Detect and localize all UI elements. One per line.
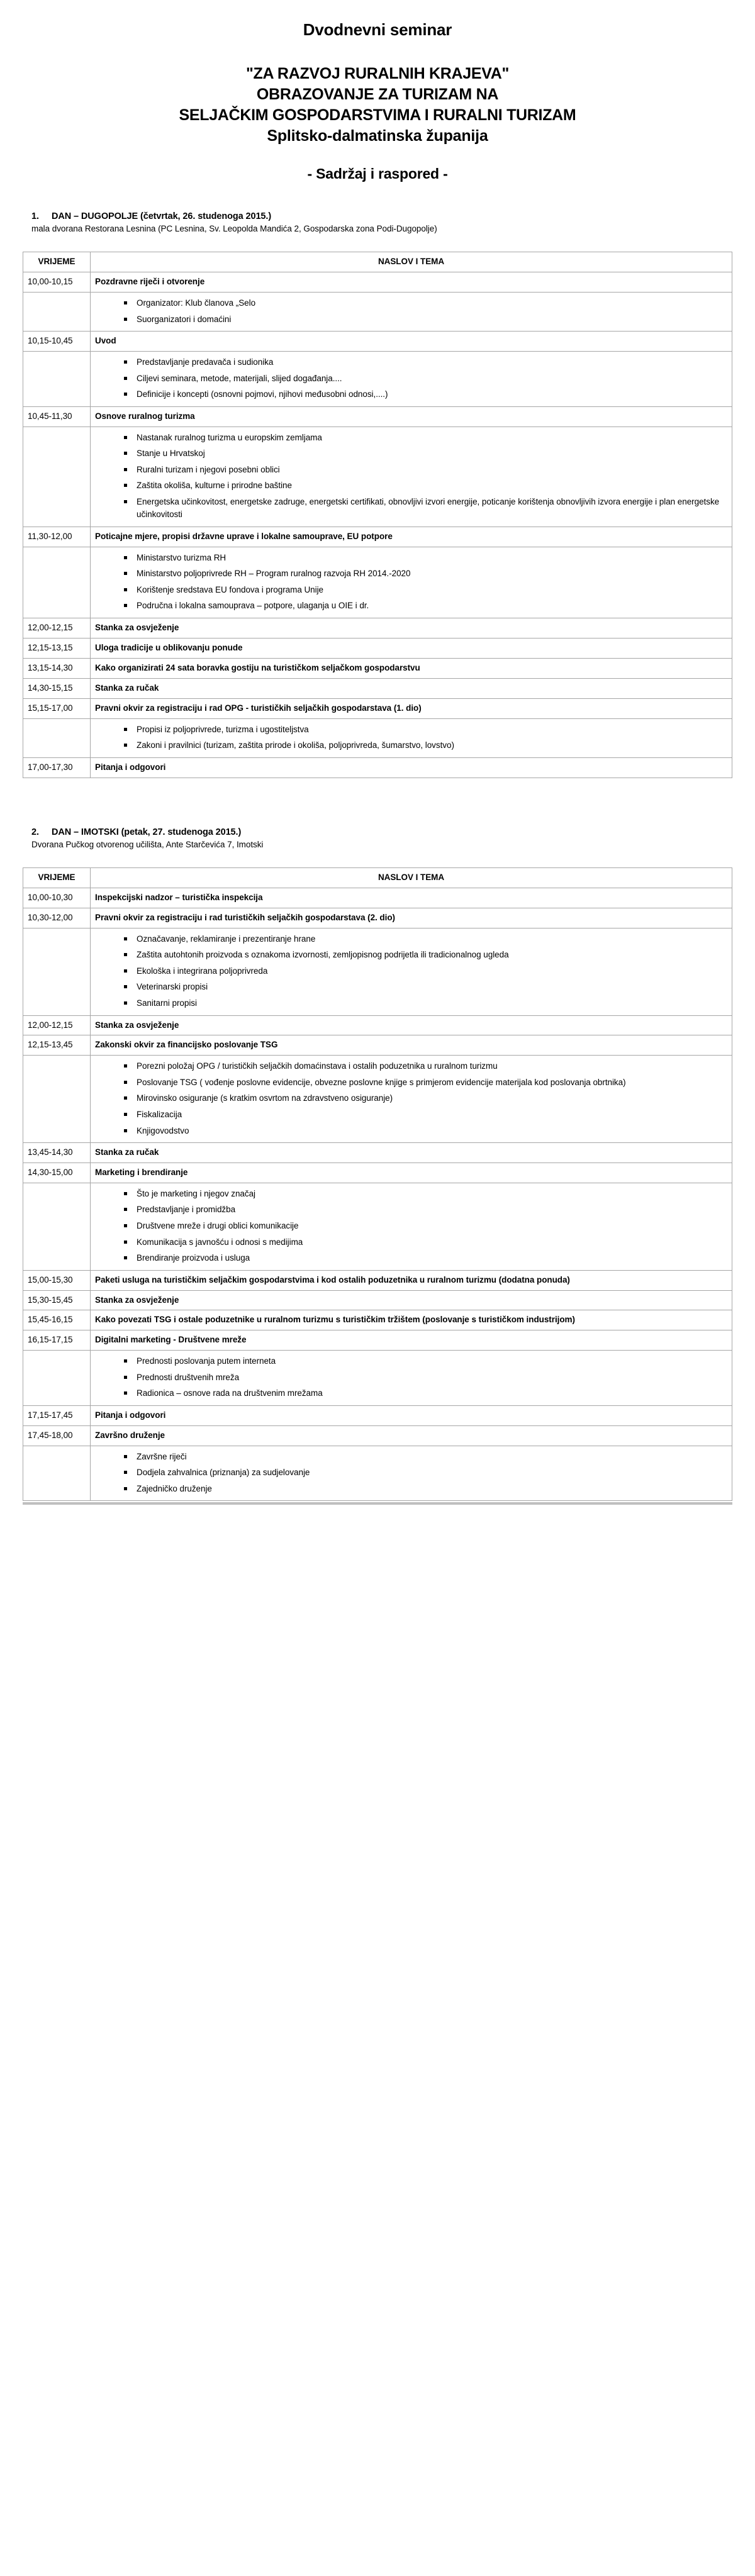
cell-topic: Paketi usluga na turističkim seljačkim gospodarstvima i kod ostalih poduzetnika u ruralnom turizmu (dodatna ponuda) [91, 1270, 732, 1290]
cell-time: 10,15-10,45 [23, 332, 91, 352]
cell-bullet-list [91, 1183, 732, 1270]
bullet-item: Predstavljanje i promidžba [124, 1203, 727, 1217]
table-row [23, 618, 732, 638]
cell-bullet-list [91, 1351, 732, 1406]
cell-time-empty [23, 1183, 91, 1270]
cell-bullet-list [91, 928, 732, 1015]
table-header-row [23, 252, 732, 272]
seminar-title-quoted: "ZA RAZVOJ RURALNIH KRAJEVA" [245, 65, 510, 83]
bullet-item: Zaštita okoliša, kulturne i prirodne baštine [124, 479, 727, 493]
table-row [23, 293, 732, 332]
cell-time: 12,00-12,15 [23, 1015, 91, 1035]
cell-time: 12,00-12,15 [23, 618, 91, 638]
bullet-list [95, 933, 727, 1010]
day-heading [23, 827, 732, 837]
table-row [23, 638, 732, 658]
bullet-item: Radionica – osnove rada na društvenim mrežama [124, 1387, 727, 1400]
bullet-list [95, 1060, 727, 1137]
table-row [23, 1351, 732, 1406]
table-row [23, 547, 732, 618]
cell-time: 10,00-10,15 [23, 272, 91, 293]
table-row [23, 1425, 732, 1446]
bullet-item: Prednosti društvenih mreža [124, 1371, 727, 1385]
cell-topic: Pravni okvir za registraciju i rad turističkih seljačkih gospodarstava (2. dio) [91, 908, 732, 928]
table-row [23, 1183, 732, 1270]
bullet-item: Suorganizatori i domaćini [124, 313, 727, 326]
bullet-item: Stanje u Hrvatskoj [124, 447, 727, 460]
bullet-item: Komunikacija s javnošću i odnosi s medijima [124, 1236, 727, 1249]
table-row [23, 908, 732, 928]
cell-topic: Završno druženje [91, 1425, 732, 1446]
day-heading [23, 211, 732, 221]
cell-topic: Stanka za osvježenje [91, 1290, 732, 1310]
cell-time-empty [23, 427, 91, 527]
cell-time: 13,45-14,30 [23, 1143, 91, 1163]
cell-topic: Stanka za ručak [91, 678, 732, 698]
bullet-list [95, 297, 727, 326]
bullet-item: Energetska učinkovitost, energetske zadruge, energetski certifikati, obnovljivi izvori energije, poticanje korištenja obnovljivih izvora energije i plan energetske učinkovitosti [124, 496, 727, 521]
cell-topic: Pitanja i odgovori [91, 757, 732, 778]
cell-topic: Pozdravne riječi i otvorenje [91, 272, 732, 293]
table-row [23, 352, 732, 407]
bullet-item: Dodjela zahvalnica (priznanja) za sudjelovanje [124, 1466, 727, 1480]
cell-time: 13,15-14,30 [23, 658, 91, 678]
table-row [23, 1310, 732, 1330]
column-header-time: VRIJEME [23, 252, 91, 272]
bullet-item: Društvene mreže i drugi oblici komunikacije [124, 1220, 727, 1233]
bullet-list [95, 356, 727, 401]
table-row [23, 1405, 732, 1425]
seminar-tagline: - Sadržaj i raspored - [307, 165, 448, 182]
bullet-list [95, 1355, 727, 1400]
bullet-list [95, 1451, 727, 1496]
cell-time-empty [23, 352, 91, 407]
cell-time: 15,00-15,30 [23, 1270, 91, 1290]
bullet-item: Predstavljanje predavača i sudionika [124, 356, 727, 369]
cell-time-empty [23, 1446, 91, 1501]
table-row [23, 1446, 732, 1501]
days-container [23, 211, 732, 1505]
cell-time: 12,15-13,15 [23, 638, 91, 658]
table-row [23, 272, 732, 293]
cell-time: 17,15-17,45 [23, 1405, 91, 1425]
cell-time: 17,45-18,00 [23, 1425, 91, 1446]
cell-time-empty [23, 293, 91, 332]
table-row [23, 928, 732, 1015]
cell-time: 15,30-15,45 [23, 1290, 91, 1310]
cell-time: 10,45-11,30 [23, 406, 91, 427]
table-row [23, 1035, 732, 1056]
cell-topic: Uloga tradicije u oblikovanju ponude [91, 638, 732, 658]
bullet-item: Ministarstvo turizma RH [124, 552, 727, 565]
cell-time: 15,15-17,00 [23, 698, 91, 718]
bullet-item: Propisi iz poljoprivrede, turizma i ugostiteljstva [124, 723, 727, 737]
bullet-item: Ciljevi seminara, metode, materijali, slijed događanja.... [124, 372, 727, 386]
bullet-item: Fiskalizacija [124, 1108, 727, 1122]
bullet-list [95, 552, 727, 613]
bullet-item: Mirovinsko osiguranje (s kratkim osvrtom na zdravstveno osiguranje) [124, 1092, 727, 1105]
table-header-row [23, 868, 732, 888]
cell-topic: Pravni okvir za registraciju i rad OPG - turističkih seljačkih gospodarstava (1. dio) [91, 698, 732, 718]
day-venue: Dvorana Pučkog otvorenog učilišta, Ante Starčevića 7, Imotski [31, 839, 264, 849]
seminar-region: Splitsko-dalmatinska županija [267, 127, 488, 145]
cell-bullet-list [91, 547, 732, 618]
cell-time: 17,00-17,30 [23, 757, 91, 778]
bullet-item: Zakoni i pravilnici (turizam, zaštita prirode i okoliša, poljoprivreda, šumarstvo, lovstvo) [124, 739, 727, 752]
table-row [23, 406, 732, 427]
table-row [23, 1056, 732, 1143]
cell-topic: Stanka za osvježenje [91, 1015, 732, 1035]
cell-time: 10,00-10,30 [23, 888, 91, 908]
table-row [23, 1330, 732, 1351]
seminar-kicker: Dvodnevni seminar [303, 20, 452, 39]
cell-time-empty [23, 1351, 91, 1406]
cell-time-empty [23, 928, 91, 1015]
cell-topic: Kako povezati TSG i ostale poduzetnike u ruralnom turizmu s turističkim tržištem (poslovanje s turističkom industrijom) [91, 1310, 732, 1330]
bullet-item: Nastanak ruralnog turizma u europskim zemljama [124, 432, 727, 445]
seminar-title-line2: OBRAZOVANJE ZA TURIZAM NA [256, 86, 499, 104]
table-row [23, 658, 732, 678]
title-spacer [23, 41, 732, 64]
bullet-item: Ruralni turizam i njegovi posebni oblici [124, 464, 727, 477]
cell-topic: Pitanja i odgovori [91, 1405, 732, 1425]
cell-topic: Inspekcijski nadzor – turistička inspekcija [91, 888, 732, 908]
table-row [23, 888, 732, 908]
cell-topic: Osnove ruralnog turizma [91, 406, 732, 427]
cell-topic: Stanka za ručak [91, 1143, 732, 1163]
bullet-item: Završne riječi [124, 1451, 727, 1464]
seminar-title-line3: SELJAČKIM GOSPODARSTVIMA I RURALNI TURIZAM [179, 106, 576, 125]
cell-time: 14,30-15,15 [23, 678, 91, 698]
cell-time: 10,30-12,00 [23, 908, 91, 928]
bullet-item: Označavanje, reklamiranje i prezentiranje hrane [124, 933, 727, 946]
table-row [23, 1015, 732, 1035]
column-header-topic: NASLOV I TEMA [91, 252, 732, 272]
bullet-item: Poslovanje TSG ( vođenje poslovne evidencije, obvezne poslovne knjige s primjerom evidencije materijala kod poslovanja obrtnika) [124, 1076, 727, 1090]
table-row [23, 678, 732, 698]
table-row [23, 757, 732, 778]
cell-time: 14,30-15,00 [23, 1163, 91, 1183]
day-section-1 [23, 211, 732, 778]
bullet-item: Zaštita autohtonih proizvoda s oznakoma izvornosti, zemljopisnog podrijetla ili tradicionalnog ugleda [124, 949, 727, 962]
cell-time: 15,45-16,15 [23, 1310, 91, 1330]
table-row [23, 1163, 732, 1183]
day-title: DAN – DUGOPOLJE (četvrtak, 26. studenoga 2015.) [52, 211, 272, 222]
cell-topic: Digitalni marketing - Društvene mreže [91, 1330, 732, 1351]
cell-time: 11,30-12,00 [23, 527, 91, 547]
bullet-item: Veterinarski propisi [124, 981, 727, 994]
day-title: DAN – IMOTSKI (petak, 27. studenoga 2015.) [52, 827, 242, 837]
cell-bullet-list [91, 1446, 732, 1501]
table-row [23, 698, 732, 718]
bullet-item: Definicije i koncepti (osnovni pojmovi, njihovi međusobni odnosi,....) [124, 388, 727, 401]
bullet-item: Knjigovodstvo [124, 1125, 727, 1138]
cell-time: 16,15-17,15 [23, 1330, 91, 1351]
bottom-rule [23, 1502, 732, 1505]
schedule-table [23, 867, 732, 1501]
cell-topic: Uvod [91, 332, 732, 352]
day-number: 1. [31, 211, 39, 222]
bullet-list [95, 723, 727, 752]
cell-bullet-list [91, 293, 732, 332]
bullet-item: Korištenje sredstava EU fondova i programa Unije [124, 584, 727, 597]
bullet-item: Porezni položaj OPG / turističkih seljačkih domaćinstava i ostalih poduzetnika u ruralnom turizmu [124, 1060, 727, 1073]
bullet-item: Prednosti poslovanja putem interneta [124, 1355, 727, 1368]
table-row [23, 718, 732, 757]
schedule-table [23, 252, 732, 778]
column-header-time: VRIJEME [23, 868, 91, 888]
document-header [23, 19, 732, 182]
bullet-item: Zajedničko druženje [124, 1483, 727, 1496]
cell-topic: Stanka za osvježenje [91, 618, 732, 638]
cell-bullet-list [91, 718, 732, 757]
bullet-item: Područna i lokalna samouprava – potpore, ulaganja u OIE i dr. [124, 599, 727, 613]
bullet-list [95, 432, 727, 521]
table-row [23, 332, 732, 352]
cell-time: 12,15-13,45 [23, 1035, 91, 1056]
day-section-2 [23, 827, 732, 1505]
cell-bullet-list [91, 352, 732, 407]
cell-bullet-list [91, 427, 732, 527]
cell-topic: Poticajne mjere, propisi državne uprave i lokalne samouprave, EU potpore [91, 527, 732, 547]
cell-topic: Kako organizirati 24 sata boravka gostiju na turističkom seljačkom gospodarstvu [91, 658, 732, 678]
bullet-list [95, 1188, 727, 1265]
seminar-main-title [23, 64, 732, 126]
bullet-item: Organizator: Klub članova „Selo [124, 297, 727, 310]
column-header-topic: NASLOV I TEMA [91, 868, 732, 888]
cell-topic: Marketing i brendiranje [91, 1163, 732, 1183]
bullet-item: Ministarstvo poljoprivrede RH – Program ruralnog razvoja RH 2014.-2020 [124, 567, 727, 581]
table-row [23, 527, 732, 547]
cell-time-empty [23, 547, 91, 618]
cell-bullet-list [91, 1056, 732, 1143]
bullet-item: Što je marketing i njegov značaj [124, 1188, 727, 1201]
bullet-item: Brendiranje proizvoda i usluga [124, 1252, 727, 1265]
table-row [23, 427, 732, 527]
day-venue: mala dvorana Restorana Lesnina (PC Lesnina, Sv. Leopolda Mandića 2, Gospodarska zona Podi-Dugopolje) [31, 224, 437, 234]
table-row [23, 1290, 732, 1310]
cell-time-empty [23, 1056, 91, 1143]
day-number: 2. [31, 827, 39, 837]
table-row [23, 1270, 732, 1290]
bullet-item: Ekološka i integrirana poljoprivreda [124, 965, 727, 978]
cell-topic: Zakonski okvir za financijsko poslovanje TSG [91, 1035, 732, 1056]
table-row [23, 1143, 732, 1163]
bullet-item: Sanitarni propisi [124, 997, 727, 1010]
cell-time-empty [23, 718, 91, 757]
